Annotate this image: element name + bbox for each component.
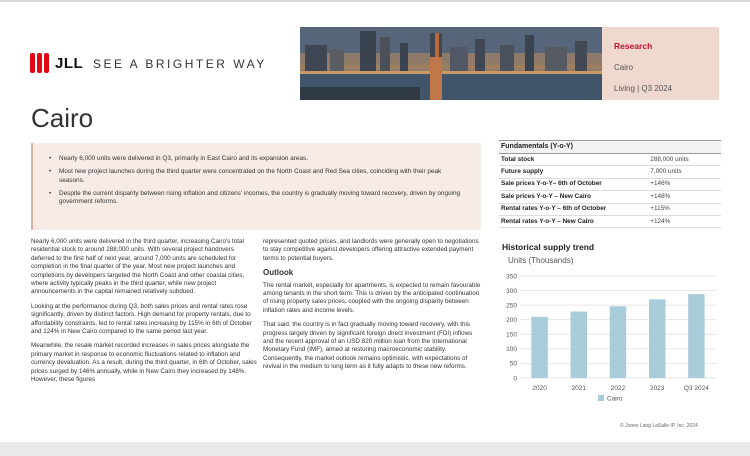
x-tick-label: 2023 (649, 385, 665, 392)
row-value: 7,000 units (650, 167, 682, 175)
legend-label: Cairo (607, 395, 623, 403)
highlight-item: • Despite the current disparity between rising inflation and citizens' incomes, the country is gradually moving toward recovery, driven by ongoing government reforms. (59, 190, 467, 207)
body-paragraph: That said, the country is in fact gradually moving toward recovery, with this progress largely driven by significant foreign direct investment (FDI) inflows and the recent approval of an USD 820 million loan from the International Monetary Fund (IMF), aimed at restoring macroeconomic stability. Consequently, the market outlook remains optimistic, with expectations of revival in the medium to long term as it fully adapts to these new reforms. (263, 321, 473, 371)
highlights-box (31, 143, 481, 230)
chart-title: Historical supply trend (502, 242, 595, 252)
y-tick-label: 50 (509, 360, 517, 368)
body-paragraph: The rental market, especially for apartments, is expected to remain favourable among tenants in the short term. This is driven by the anticipated continuation of rising property sales prices, coupled with the ongoing disparity between inflation rates and income levels. (263, 281, 481, 314)
cairo-skyline-photo (300, 27, 602, 100)
y-tick-label: 100 (506, 346, 517, 354)
y-tick-label: 350 (506, 273, 517, 281)
highlight-item: • Nearly 6,000 units were delivered in Q3, primarily in East Cairo and its expansion areas. (59, 155, 467, 164)
x-tick-label: 2020 (532, 385, 547, 392)
row-value: +148% (650, 192, 671, 200)
bar (531, 317, 547, 378)
jll-logo (30, 52, 83, 74)
body-column-right (263, 238, 483, 378)
row-value: +146% (650, 180, 671, 188)
bar (649, 299, 665, 378)
row-label: Sale prices Y-o-Y – New Cairo (501, 192, 591, 200)
fundamentals-title: Fundamentals (Y-o-Y) (499, 140, 721, 154)
tagline: SEE A BRIGHTER WAY (93, 57, 267, 71)
body-paragraph: represented quoted prices, and landlords were generally open to negotiations to stay competitive against developers offering attractive extended payment terms to potential buyers. (263, 238, 479, 262)
legend-swatch (598, 395, 604, 401)
row-label: Future supply (501, 167, 544, 175)
row-label: Sale prices Y-o-Y– 6th of October (501, 180, 602, 188)
body-paragraph: Meanwhile, the resale market recorded increases in sales prices alongside the primary market in response to economic fluctuations related to inflation and currency devaluation. As a result, during the third quarter, in 6th of October, sales prices surged by 146% annually, while in New Cairo they increased by 148%. However, these figures (31, 342, 257, 384)
research-panel (602, 27, 719, 100)
row-label: Total stock (501, 155, 535, 163)
x-tick-label: Q3 2024 (683, 385, 709, 392)
supply-bar-chart (498, 270, 723, 415)
row-value: 288,000 units (650, 155, 689, 163)
bar (571, 312, 587, 378)
row-label: Rental rates Y-o-Y – New Cairo (501, 217, 594, 225)
x-tick-label: 2021 (571, 385, 587, 392)
body-paragraph: Nearly 6,000 units were delivered in the third quarter, increasing Cairo's total residential stock to around 288,000 units. With several project handovers deferred to the first half of next year, around 7,000 units are scheduled for completion in the final quarter of the year. Most new project launches and completions by developers targeted the North Coast and other coastal cities, where activity typically peaks in the third quarter, while new project announcements in the capital remained relatively subdued. (31, 238, 245, 296)
x-tick-label: 2022 (610, 385, 626, 392)
copyright: © Jones Lang LaSalle IP, Inc. 2024 (620, 423, 698, 429)
research-label: Research (614, 41, 653, 51)
y-tick-label: 250 (506, 302, 517, 310)
y-tick-label: 0 (513, 375, 517, 383)
body-paragraph: Looking at the performance during Q3, both sales prices and rental rates rose significantly, driven by distinct factors. High demand for property rentals, due to affordability constraints, led to rental rates increasing by 115% in 6th of October and 124% in New Cairo compared to the same period last year. (31, 302, 252, 336)
table-row (499, 191, 721, 203)
highlight-item: • Most new project launches during the third quarter were concentrated on the North Coast and Red Sea cities, coinciding with their peak seasons. (59, 168, 467, 185)
y-tick-label: 300 (506, 287, 517, 295)
jll-logo-mark-icon (30, 52, 52, 74)
table-row (499, 154, 721, 166)
table-row (499, 166, 721, 178)
outlook-heading: Outlook (263, 268, 294, 278)
bar (688, 294, 704, 378)
bar (610, 306, 626, 378)
y-tick-label: 200 (506, 317, 517, 325)
chart-subtitle: Units (Thousands) (508, 256, 574, 265)
research-period: Living | Q3 2024 (614, 84, 673, 93)
row-label: Rental rates Y-o-Y – 6th of October (501, 205, 607, 213)
research-city: Cairo (614, 63, 634, 72)
row-value: +124% (650, 217, 671, 225)
body-column-left (31, 238, 259, 391)
table-row (499, 204, 721, 216)
table-row (499, 216, 721, 228)
row-value: +115% (650, 205, 670, 213)
table-row (499, 179, 721, 191)
report-page (0, 2, 750, 442)
viewer-bottom-edge (0, 442, 750, 456)
y-tick-label: 150 (506, 331, 517, 339)
fundamentals-table (499, 140, 721, 228)
logo-text: JLL (55, 54, 84, 72)
page-title: Cairo (31, 103, 94, 133)
